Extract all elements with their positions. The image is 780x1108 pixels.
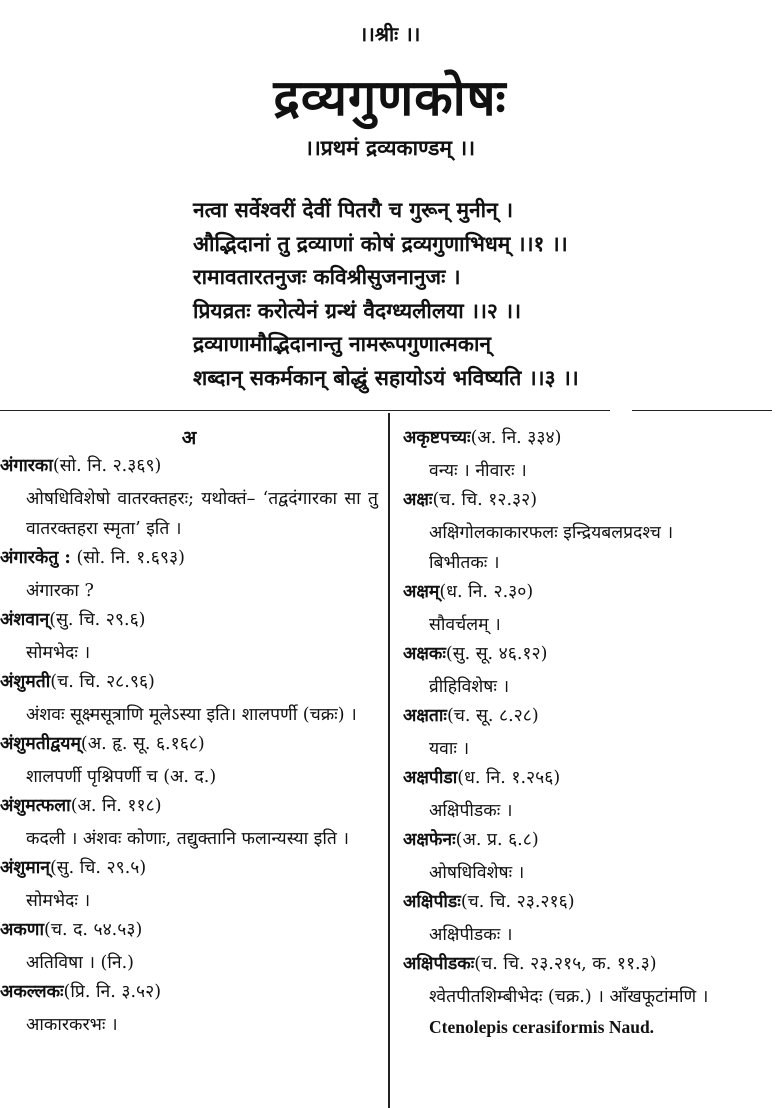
headword: अकणा <box>0 920 44 940</box>
dictionary-entry <box>0 792 378 854</box>
reference: (सो. नि. २.३६९) <box>52 456 162 476</box>
horizontal-rule <box>0 410 610 411</box>
left-column <box>0 424 378 1040</box>
page-subtitle: ।।प्रथमं द्रव्यकाण्डम् ।। <box>304 135 476 160</box>
reference: (च. द. ५४.५३) <box>44 920 143 940</box>
verse-line: नत्वा सर्वेश्वरीं देवीं पितरौ च गुरून् मुनीन् । <box>193 197 514 222</box>
page-title: द्रव्यगुणकोषः <box>273 68 507 127</box>
entry-heading <box>403 578 780 610</box>
reference: (ध. नि. १.२५६) <box>457 768 561 788</box>
entry-heading <box>403 950 780 982</box>
definition: अतिविषा । (नि.) <box>26 953 135 973</box>
dictionary-entry <box>403 826 780 888</box>
headword: अक्षताः <box>403 706 447 726</box>
dictionary-entry <box>403 578 780 640</box>
verse-line: रामावतारतनुजः कविश्रीसुजनानुजः । <box>193 264 461 289</box>
verses <box>193 196 579 397</box>
column-divider <box>388 413 390 1108</box>
entry-heading <box>403 640 780 672</box>
reference: (च. चि. १२.३२) <box>432 490 538 510</box>
reference: (सु. चि. २९.६) <box>49 610 146 630</box>
entry-heading <box>403 764 780 796</box>
headword: अंगारकेतु : <box>0 548 71 568</box>
definition: यवाः । <box>429 739 470 759</box>
definition: ओषधिविशेषः । <box>429 863 525 883</box>
definition: श्वेतपीतशिम्बीभेदः (चक्र.) । आँखफूटांमणि । <box>429 987 709 1007</box>
headword: अंशवान् <box>0 610 50 630</box>
reference: (अ. हृ. सू. ६.१६८) <box>80 734 205 754</box>
definition: वन्यः । नीवारः । <box>429 461 527 481</box>
headword: अक्षम् <box>403 582 440 602</box>
headword: अक्षिपीडकः <box>403 954 475 974</box>
verse-line: शब्दान् सकर्मकान् बोद्धुं सहायोऽयं भविष्यति ।।३ ।। <box>193 364 579 390</box>
reference: (सु. चि. २९.५) <box>49 858 147 878</box>
verse-line: प्रियव्रतः करोत्येनं ग्रन्थं वैदग्ध्यलीलया ।।२ ।। <box>193 297 522 323</box>
entry-heading <box>403 702 780 734</box>
reference: (सो. नि. १.६९३) <box>70 548 185 568</box>
reference: (च. चि. २८.९६) <box>50 672 155 692</box>
definition: अंगारका ? <box>26 581 94 601</box>
definition: अक्षिपीडकः । <box>429 801 513 821</box>
entry-heading <box>0 544 378 576</box>
dictionary-entry <box>403 764 780 826</box>
headword: अक्षपीडा <box>403 768 458 788</box>
definition: सोमभेदः । <box>26 891 91 911</box>
dictionary-entry <box>403 640 780 702</box>
definition: अक्षिगोलकाकारफलः इन्द्रियबलप्रदश्च । <box>429 523 674 543</box>
section-letter: अ <box>181 427 197 449</box>
definition: सौवर्चलम् । <box>429 615 501 635</box>
definition: व्रीहिविशेषः । <box>429 677 510 697</box>
dictionary-entry <box>0 854 378 916</box>
verse-line: द्रव्याणामौद्भिदानान्तु नामरूपगुणात्मकान् <box>193 331 492 356</box>
entry-heading <box>0 606 378 638</box>
headword: अंशुमतीद्वयम् <box>0 734 81 754</box>
headword: अक्षः <box>403 490 433 510</box>
reference: (सु. सू. ४६.१२) <box>445 644 548 664</box>
right-column <box>403 424 780 1042</box>
reference: (प्रि. नि. ३.५२) <box>63 982 162 1002</box>
dictionary-entry <box>0 916 378 978</box>
reference: (अ. नि. ११८) <box>70 796 162 816</box>
dictionary-entry <box>403 702 780 764</box>
reference: (च. सू. ८.२८) <box>446 706 539 726</box>
reference: (च. चि. २३.२१५, क. ११.३) <box>474 954 657 974</box>
dictionary-entry <box>0 668 378 730</box>
entry-heading <box>0 978 378 1010</box>
horizontal-rule <box>632 410 772 411</box>
headword: अक्षकः <box>403 644 446 664</box>
dictionary-entry <box>403 424 780 486</box>
reference: (च. चि. २३.२१६) <box>460 892 575 912</box>
entry-heading <box>0 792 378 824</box>
definition: कदली । अंशवः कोणाः, तद्युक्तानि फलान्यस्या इति । <box>26 829 350 849</box>
dictionary-entry <box>403 888 780 950</box>
entry-heading <box>0 854 378 886</box>
reference: (ध. नि. २.३०) <box>439 582 534 602</box>
headword: अंशुमत्फला <box>0 796 71 816</box>
definition: आकारकरभः । <box>26 1015 118 1035</box>
entry-heading <box>403 826 780 858</box>
dictionary-entry <box>0 544 378 606</box>
entry-heading <box>403 888 780 920</box>
headword: अकल्लकः <box>0 982 64 1002</box>
reference: (अ. प्र. ६.८) <box>455 830 539 850</box>
definition: ओषधिविशेषो वातरक्तहरः; यथोक्तं– ‘तद्वदंगारका सा तु वातरक्तहरा स्मृता’ इति । <box>26 489 378 539</box>
headword: अंशुमती <box>0 672 51 692</box>
definition: सोमभेदः । <box>26 643 91 663</box>
entry-heading <box>0 730 378 762</box>
headword: अकृष्टपच्यः <box>403 428 471 448</box>
dictionary-entry <box>0 978 378 1040</box>
entry-heading <box>0 916 378 948</box>
dictionary-entry <box>0 606 378 668</box>
botanical-name: Ctenolepis cerasiformis Naud. <box>429 1017 655 1037</box>
dictionary-entry <box>0 730 378 792</box>
entry-heading <box>0 452 378 484</box>
verse-line: औद्भिदानां तु द्रव्याणां कोषं द्रव्यगुणाभिधम् ।।१ ।। <box>193 230 568 256</box>
entry-heading <box>403 424 780 456</box>
headword: अक्षफेनः <box>403 830 456 850</box>
dictionary-entry <box>403 950 780 1042</box>
dictionary-entry <box>0 452 378 544</box>
headword: अंशुमान् <box>0 858 50 878</box>
reference: (अ. नि. ३३४) <box>470 428 562 448</box>
definition: अंशवः सूक्ष्मसूत्राणि मूलेऽस्या इति। शालपर्णी (चक्रः) । <box>26 705 357 725</box>
headword: अक्षिपीडः <box>403 892 461 912</box>
entry-heading <box>403 486 780 518</box>
definition: अक्षिपीडकः । <box>429 925 513 945</box>
headword: अंगारका <box>0 456 53 476</box>
dictionary-entry <box>403 486 780 578</box>
definition: शालपर्णी पृश्निपर्णी च (अ. द.) <box>26 767 217 787</box>
definition: बिभीतकः । <box>429 553 500 573</box>
invocation: ।।श्रीः ।। <box>359 22 421 46</box>
entry-heading <box>0 668 378 700</box>
